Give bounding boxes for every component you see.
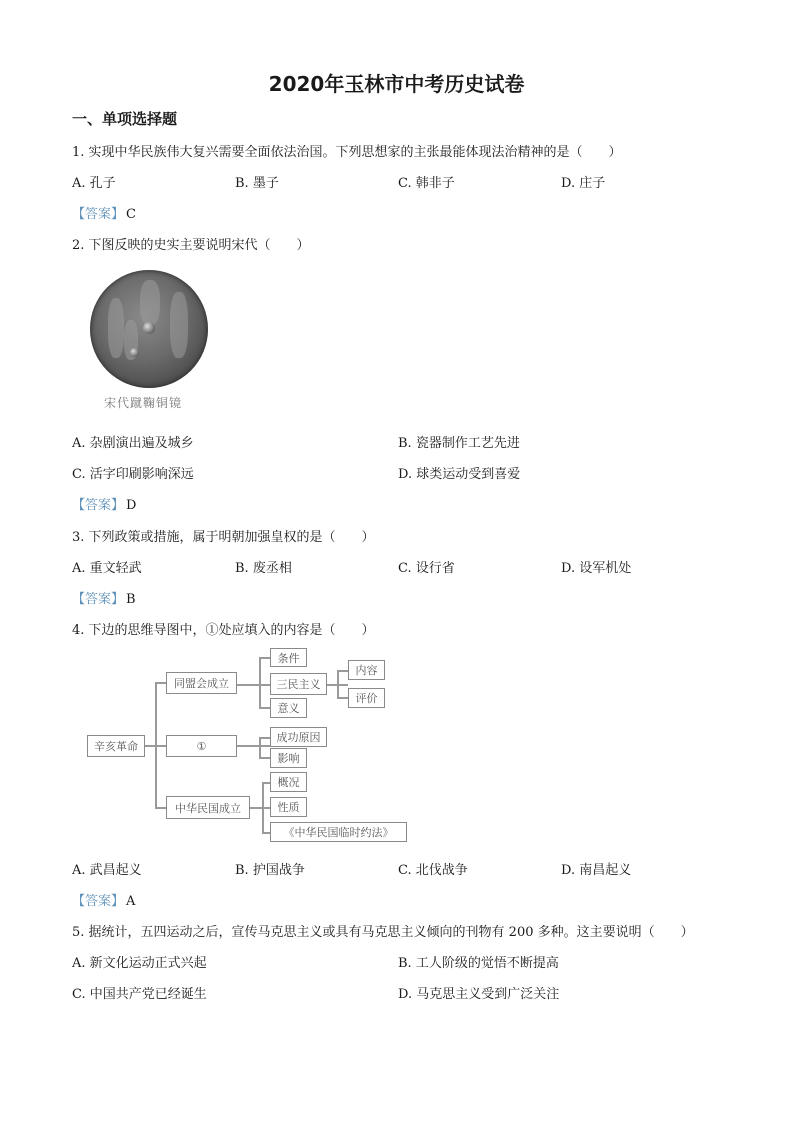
question-4-option-b: B. 护国战争 (235, 863, 305, 878)
question-4-option-c: C. 北伐战争 (398, 863, 468, 878)
question-2-stem: 2. 下图反映的史实主要说明宋代（ ） (72, 238, 310, 253)
question-4-option-d: D. 南昌起义 (561, 863, 632, 878)
mindmap-branch-3: 中华民国成立 (166, 796, 250, 819)
connector (237, 745, 270, 747)
connector (262, 832, 270, 834)
question-2-option-b: B. 瓷器制作工艺先进 (398, 436, 520, 451)
question-1-stem: 1. 实现中华民族伟大复兴需要全面依法治国。下列思想家的主张最能体现法治精神的是（ ） (72, 145, 622, 160)
mindmap-leaf: 意义 (270, 698, 307, 718)
connector (259, 657, 261, 708)
connector (337, 670, 348, 672)
answer-tag: 【答案】 (72, 207, 125, 222)
bronze-mirror-image (90, 270, 208, 388)
ball (130, 348, 139, 357)
answer-tag: 【答案】 (72, 894, 125, 909)
question-2-option-d: D. 球类运动受到喜爱 (398, 467, 521, 482)
connector (262, 782, 270, 784)
mindmap-leaf: 三民主义 (270, 673, 327, 695)
question-5-option-c: C. 中国共产党已经诞生 (72, 987, 207, 1002)
connector (259, 707, 270, 709)
connector (337, 670, 339, 698)
answer-value: C (126, 207, 136, 222)
connector (337, 697, 348, 699)
answer-value: A (126, 894, 136, 909)
question-3-stem: 3. 下列政策或措施，属于明朝加强皇权的是（ ） (72, 530, 375, 545)
figure-relief (170, 292, 188, 358)
mindmap-leaf: 性质 (270, 797, 307, 817)
mindmap-branch-1: 同盟会成立 (166, 672, 237, 694)
question-1-option-b: B. 墨子 (235, 176, 279, 191)
connector (259, 737, 261, 758)
figure-caption: 宋代蹴鞠铜镜 (104, 396, 183, 410)
question-4-option-a: A. 武昌起义 (72, 863, 142, 878)
mindmap-branch-2-blank: ① (166, 735, 237, 757)
connector (259, 737, 270, 739)
question-5-stem: 5. 据统计，五四运动之后，宣传马克思主义或具有马克思主义倾向的刊物有 200 多种。这主要说明（ ） (72, 925, 694, 940)
question-3-option-b: B. 废丞相 (235, 561, 292, 576)
mindmap-leaf: 概况 (270, 772, 307, 792)
mindmap-leaf: 内容 (348, 660, 385, 680)
question-2-option-c: C. 活字印刷影响深远 (72, 467, 194, 482)
answer-value: B (126, 592, 136, 607)
connector (250, 807, 270, 809)
question-4-answer (72, 890, 135, 909)
question-1-answer (72, 203, 136, 222)
mindmap-leaf: 影响 (270, 748, 307, 768)
connector (155, 682, 166, 684)
answer-tag: 【答案】 (72, 592, 125, 607)
question-5-option-b: B. 工人阶级的觉悟不断提高 (398, 956, 559, 971)
connector (262, 782, 264, 833)
question-2-answer (72, 494, 136, 513)
question-5-option-a: A. 新文化运动正式兴起 (72, 956, 207, 971)
figure-relief (108, 298, 124, 358)
connector (259, 657, 270, 659)
question-3-option-c: C. 设行省 (398, 561, 455, 576)
mindmap-leaf: 条件 (270, 648, 307, 667)
page-title: 2020年玉林市中考历史试卷 (268, 72, 525, 96)
connector (155, 807, 166, 809)
question-5-option-d: D. 马克思主义受到广泛关注 (398, 987, 560, 1002)
answer-value: D (126, 498, 137, 513)
connector (259, 757, 270, 759)
mindmap-leaf: 成功原因 (270, 727, 327, 747)
question-1-option-c: C. 韩非子 (398, 176, 455, 191)
question-1-option-a: A. 孔子 (72, 176, 116, 191)
connector (155, 682, 157, 808)
mirror-knob (143, 322, 155, 334)
connector (237, 684, 270, 686)
figure-relief (140, 280, 160, 325)
mindmap-leaf: 《中华民国临时约法》 (270, 822, 407, 842)
question-3-answer (72, 588, 136, 607)
question-1-option-d: D. 庄子 (561, 176, 606, 191)
mindmap-root: 辛亥革命 (87, 735, 145, 757)
question-2-option-a: A. 杂剧演出遍及城乡 (72, 436, 194, 451)
section-heading: 一、单项选择题 (72, 110, 178, 128)
question-3-option-d: D. 设军机处 (561, 561, 632, 576)
question-4-stem: 4. 下边的思维导图中，①处应填入的内容是（ ） (72, 623, 375, 638)
question-3-option-a: A. 重文轻武 (72, 561, 142, 576)
answer-tag: 【答案】 (72, 498, 125, 513)
mindmap-leaf: 评价 (348, 688, 385, 708)
